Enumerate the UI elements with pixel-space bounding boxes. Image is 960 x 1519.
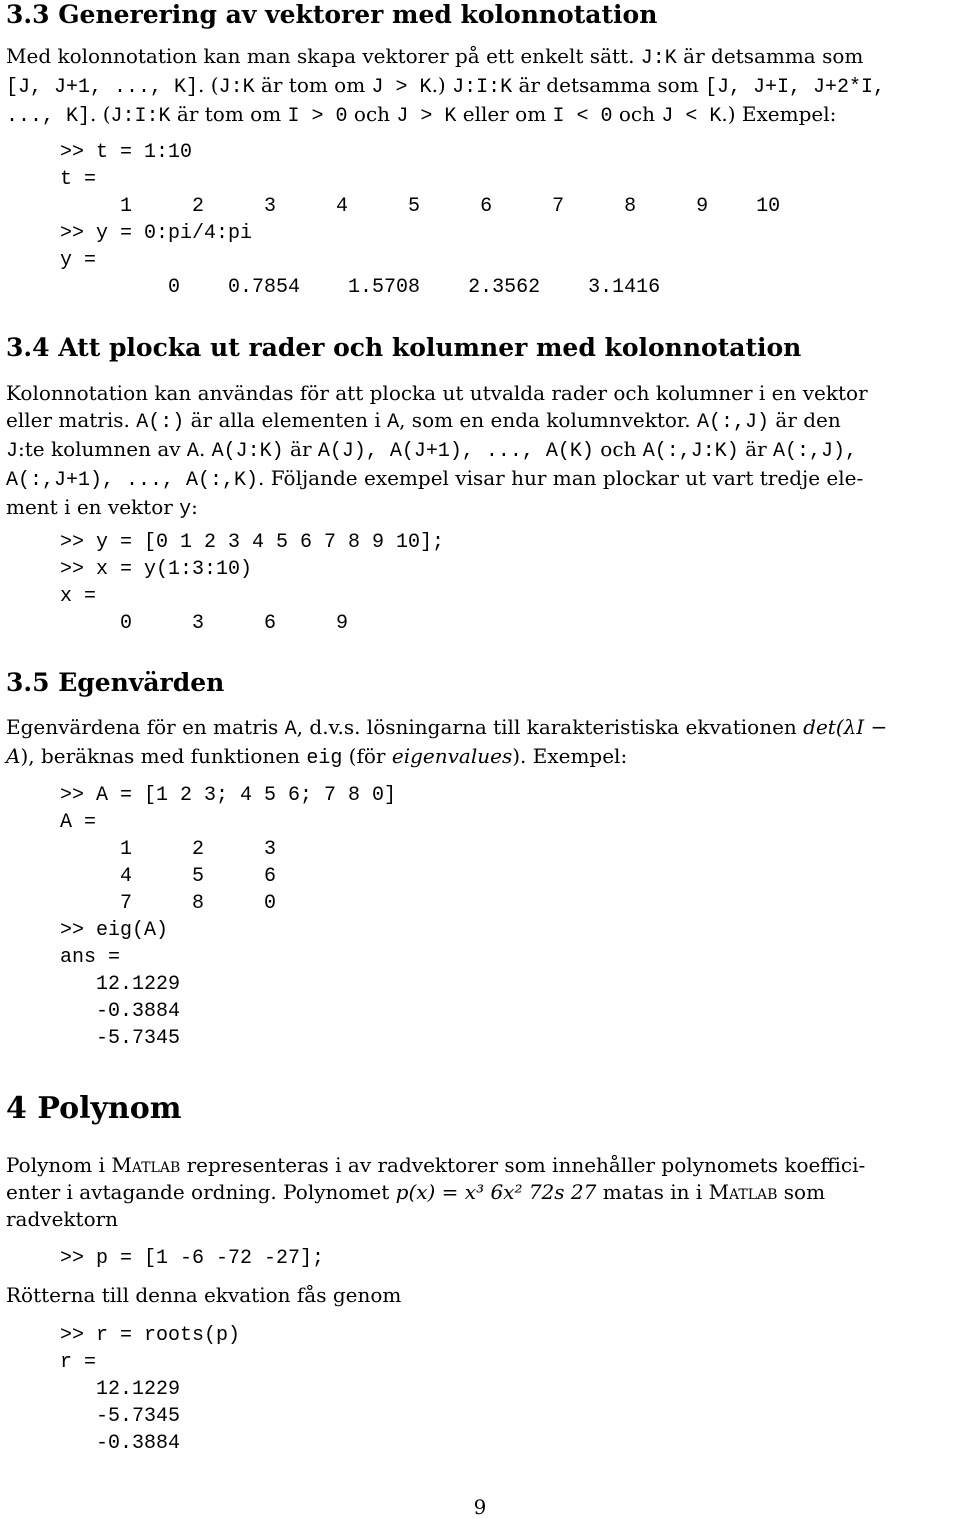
inline-code: A	[284, 718, 297, 741]
code-block-3-3: >> t = 1:10 t = 1 2 3 4 5 6 7 8 9 10 >> y = 0:pi/4:pi y = 0 0.7854 1.5708 2.3562 3.1416	[60, 141, 781, 299]
inline-code: J:K	[640, 47, 677, 70]
section-3-4-paragraph	[6, 380, 956, 523]
paragraph-line: radvektorn	[6, 1207, 119, 1231]
emphasis: eigenvalues	[391, 744, 513, 768]
paragraph-line: Kolonnotation kan användas för att plocka ut utvalda rader och kolumner i en vektor	[6, 381, 868, 405]
paragraph-line: Egenvärdena för en matris A, d.v.s. lösningarna till karakteristiska ekvationen det(λI −	[6, 715, 888, 741]
inline-code: J	[6, 440, 19, 463]
paragraph-line: eller matris. A(:) är alla elementen i A, som en enda kolumnvektor. A(:,J) är den	[6, 408, 841, 434]
inline-code: J:I:K	[110, 105, 171, 128]
paragraph-line: ..., K]. (J:I:K är tom om I > 0 och J > K eller om I < 0 och J < K.) Exempel:	[6, 102, 837, 128]
inline-code: A	[387, 411, 400, 434]
paragraph-line: A(:,J+1), ..., A(:,K). Följande exempel visar hur man plockar ut vart tredje ele-	[6, 466, 864, 492]
code-block-3-4: >> y = [0 1 2 3 4 5 6 7 8 9 10]; >> x = y(1:3:10) x = 0 3 6 9	[60, 531, 445, 635]
section-3-3-paragraph	[6, 43, 956, 130]
code-block-4-b: >> r = roots(p) r = 12.1229 -5.7345 -0.3884	[60, 1324, 241, 1455]
inline-code: [J, J+I, J+2*I,	[705, 76, 886, 99]
inline-code: ..., K]	[6, 105, 91, 128]
roots-intro-line: Rötterna till denna ekvation fås genom	[6, 1283, 402, 1307]
inline-code: A(J), A(J+1), ..., A(K)	[317, 440, 594, 463]
paragraph-line: enter i avtagande ordning. Polynomet p(x) = x³ 6x² 72s 27 matas in i Matlab som	[6, 1180, 826, 1204]
inline-code: I < 0	[552, 105, 613, 128]
chapter-heading-4: 4 Polynom	[6, 1091, 182, 1126]
paragraph-line: A), beräknas med funktionen eig (för eigenvalues). Exempel:	[6, 744, 628, 770]
paragraph-line: [J, J+1, ..., K]. (J:K är tom om J > K.) J:I:K är detsamma som [J, J+I, J+2*I,	[6, 73, 886, 99]
code-block-4-a: >> p = [1 -6 -72 -27];	[60, 1247, 325, 1270]
inline-math: det(λI −	[803, 715, 888, 739]
inline-math: p(x) = x³ 6x² 72s 27	[395, 1180, 597, 1204]
inline-code: A(:,J)	[697, 411, 770, 434]
page-number: 9	[473, 1495, 487, 1519]
inline-code: A(:,J),	[772, 440, 857, 463]
inline-code: I > 0	[287, 105, 348, 128]
paragraph-line: Polynom i Matlab representeras i av radvektorer som innehåller polynomets koeffici-	[6, 1153, 866, 1177]
inline-code: A(:)	[136, 411, 185, 434]
paragraph-line: Med kolonnotation kan man skapa vektorer på ett enkelt sätt. J:K är detsamma som	[6, 44, 864, 70]
small-caps-name: Matlab	[111, 1153, 181, 1177]
inline-code: A	[186, 440, 199, 463]
inline-code: A(:,J+1), ..., A(:,K)	[6, 469, 259, 492]
inline-code: J > K	[396, 105, 457, 128]
inline-code: y	[179, 498, 192, 521]
inline-code: J:I:K	[452, 76, 513, 99]
inline-code: J < K	[661, 105, 722, 128]
section-3-5-paragraph	[6, 714, 956, 772]
section-heading-3-5: 3.5 Egenvärden	[6, 668, 225, 697]
section-heading-3-4: 3.4 Att plocka ut rader och kolumner med kolonnotation	[6, 333, 802, 362]
inline-code: A(J:K)	[211, 440, 284, 463]
inline-code: A(:,J:K)	[642, 440, 739, 463]
inline-code: J > K	[371, 76, 432, 99]
paragraph-line: ment i en vektor y:	[6, 495, 198, 521]
code-block-3-5: >> A = [1 2 3; 4 5 6; 7 8 0] A = 1 2 3 4 5 6 7 8 0 >> eig(A) ans = 12.1229 -0.3884 -5.7345	[60, 784, 397, 1050]
inline-code: [J, J+1, ..., K]	[6, 76, 199, 99]
small-caps-name: Matlab	[708, 1180, 778, 1204]
section-heading-3-3: 3.3 Generering av vektorer med kolonnotation	[6, 0, 658, 29]
inline-code: eig	[306, 747, 343, 770]
chapter-4-paragraph	[6, 1152, 956, 1233]
paragraph-line: J:te kolumnen av A. A(J:K) är A(J), A(J+1), ..., A(K) och A(:,J:K) är A(:,J),	[6, 437, 857, 463]
inline-code: J:K	[218, 76, 255, 99]
inline-math: A	[6, 744, 21, 768]
